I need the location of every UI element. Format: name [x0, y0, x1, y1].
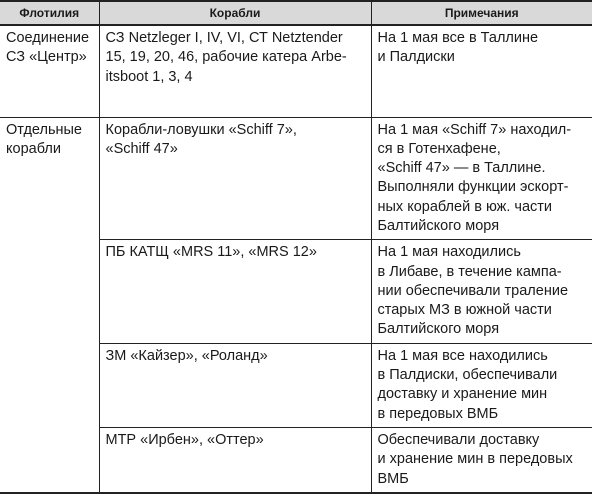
table-header	[0, 1, 592, 25]
ships-cell: СЗ Netzleger I, IV, VI, СТ Netztender 15, 19, 20, 46, рабочие катера Arbe- itsboot 1, 3, 4	[99, 25, 371, 117]
header-row	[0, 1, 592, 25]
table-row	[0, 427, 592, 492]
ships-cell: МТР «Ирбен», «Оттер»	[99, 427, 371, 492]
table-row	[0, 343, 592, 427]
notes-cell: На 1 мая все в Таллине и Палдиски	[371, 25, 592, 117]
fleet-cell: Соединение СЗ «Центр»	[0, 25, 99, 117]
notes-cell: На 1 мая «Schiff 7» находил- ся в Готенхафене, «Schiff 47» — в Таллине. Выполняли функции эскорт- ных кораблей в юж. части Балтийского моря	[371, 117, 592, 240]
notes-cell: На 1 мая находились в Либаве, в течение кампа- нии обеспечивали траление старых МЗ в южной части Балтийского моря	[371, 240, 592, 343]
header-fleet: Флотилия	[0, 1, 99, 25]
table-row	[0, 240, 592, 343]
table-row	[0, 25, 592, 117]
fleet-cell: Отдельные корабли	[0, 117, 99, 240]
fleet-cell	[0, 343, 99, 427]
ships-cell: ПБ КАТЩ «MRS 11», «MRS 12»	[99, 240, 371, 343]
table-row	[0, 117, 592, 240]
table-body	[0, 25, 592, 493]
ships-cell: ЗМ «Кайзер», «Роланд»	[99, 343, 371, 427]
notes-cell: На 1 мая все находились в Палдиски, обеспечивали доставку и хранение мин в передовых ВМБ	[371, 343, 592, 427]
header-notes: Примечания	[371, 1, 592, 25]
fleet-cell	[0, 240, 99, 343]
fleet-cell	[0, 427, 99, 492]
header-ships: Корабли	[99, 1, 371, 25]
notes-cell: Обеспечивали доставку и хранение мин в передовых ВМБ	[371, 427, 592, 492]
ships-cell: Корабли-ловушки «Schiff 7», «Schiff 47»	[99, 117, 371, 240]
